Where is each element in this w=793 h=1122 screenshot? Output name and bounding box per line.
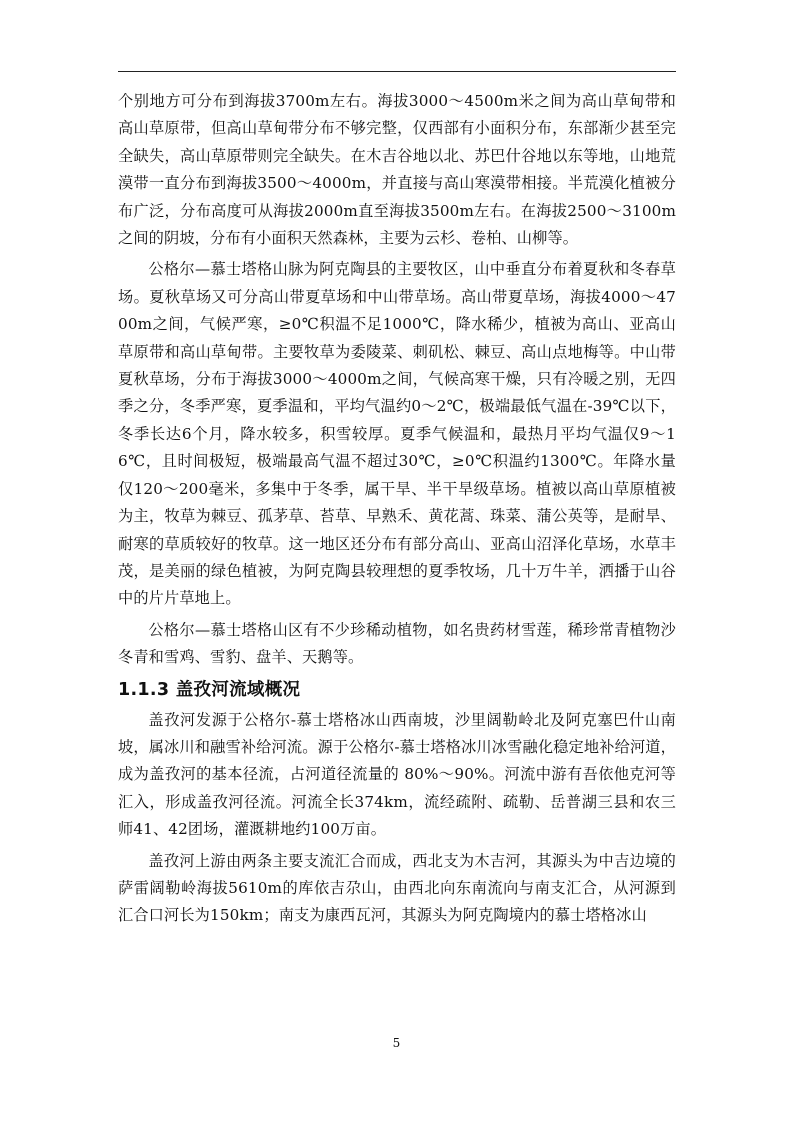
page-number: 5 bbox=[392, 1036, 401, 1050]
paragraph-vegetation-zones: 个别地方可分布到海拔3700m左右。海拔3000～4500m米之间为高山草甸带和高山草原带，但高山草甸带分布不够完整，仅西部有小面积分布，东部渐少甚至完全缺失，高山草原带则完全缺失。在木吉谷地以北、苏巴什谷地以东等地，山地荒漠带一直分布到海拔3500～4000m，并直接与高山寒漠带相接。半荒漠化植被分布广泛，分布高度可从海拔2000m直至海拔3500m左右。在海拔2500～3100m之间的阴坡，分布有小面积天然森林，主要为云杉、卷柏、山柳等。 bbox=[118, 92, 676, 248]
paragraph-gaizi-river-source: 盖孜河发源于公格尔-慕士塔格冰山西南坡，沙里阔勒岭北及阿克塞巴什山南坡，属冰川和融雪补给河流。源于公格尔-慕士塔格冰川冰雪融化稳定地补给河道，成为盖孜河的基本径流，占河道径流量的 80%～90%。河流中游有吾依他克河等汇入，形成盖孜河径流。河流全长374km，流经疏附、疏勒、岳普湖三县和农三师41、42团场，灌溉耕地约100万亩。 bbox=[118, 710, 676, 839]
header-rule bbox=[118, 71, 676, 72]
paragraph-gaizi-river-tributaries: 盖孜河上游由两条主要支流汇合而成，西北支为木吉河，其源头为中吉边境的萨雷阔勒岭海拔5610m的库依吉尕山，由西北向东南流向与南支汇合，从河源到汇合口河长为150km；南支为康西瓦河，其源头为阿克陶境内的慕士塔格冰山 bbox=[118, 851, 676, 925]
paragraph-rare-species: 公格尔—慕士塔格山区有不少珍稀动植物，如名贵药材雪莲，稀珍常青植物沙冬青和雪鸡、雪豹、盘羊、天鹅等。 bbox=[118, 620, 676, 667]
section-heading: 1.1.3 盖孜河流域概况 bbox=[118, 679, 301, 700]
document-body bbox=[118, 88, 676, 930]
paragraph-pastures: 公格尔—慕士塔格山脉为阿克陶县的主要牧区，山中垂直分布着夏秋和冬春草场。夏秋草场又可分高山带夏草场和中山带草场。高山带夏草场，海拔4000～4700m之间，气候严寒，≥0℃积温不足1000℃，降水稀少，植被为高山、亚高山草原带和高山草甸带。主要牧草为委陵菜、刺矶松、棘豆、高山点地梅等。中山带夏秋草场，分布于海拔3000～4000m之间，气候高寒干燥，只有冷暖之别，无四季之分，冬季严寒，夏季温和，平均气温约0～2℃，极端最低气温在-39℃以下，冬季长达6个月，降水较多，积雪较厚。夏季气候温和，最热月平均气温仅9～16℃，且时间极短，极端最高气温不超过30℃，≥0℃积温约1300℃。年降水量仅120～200毫米，多集中于冬季，属干旱、半干旱级草场。植被以高山草原植被为主，牧草为棘豆、孤茅草、苔草、早熟禾、黄花蒿、珠菜、蒲公英等，是耐旱、耐寒的草质较好的牧草。这一地区还分布有部分高山、亚高山沼泽化草场，水草丰茂，是美丽的绿色植被，为阿克陶县较理想的夏季牧场，几十万牛羊，洒播于山谷中的片片草地上。 bbox=[118, 260, 676, 608]
